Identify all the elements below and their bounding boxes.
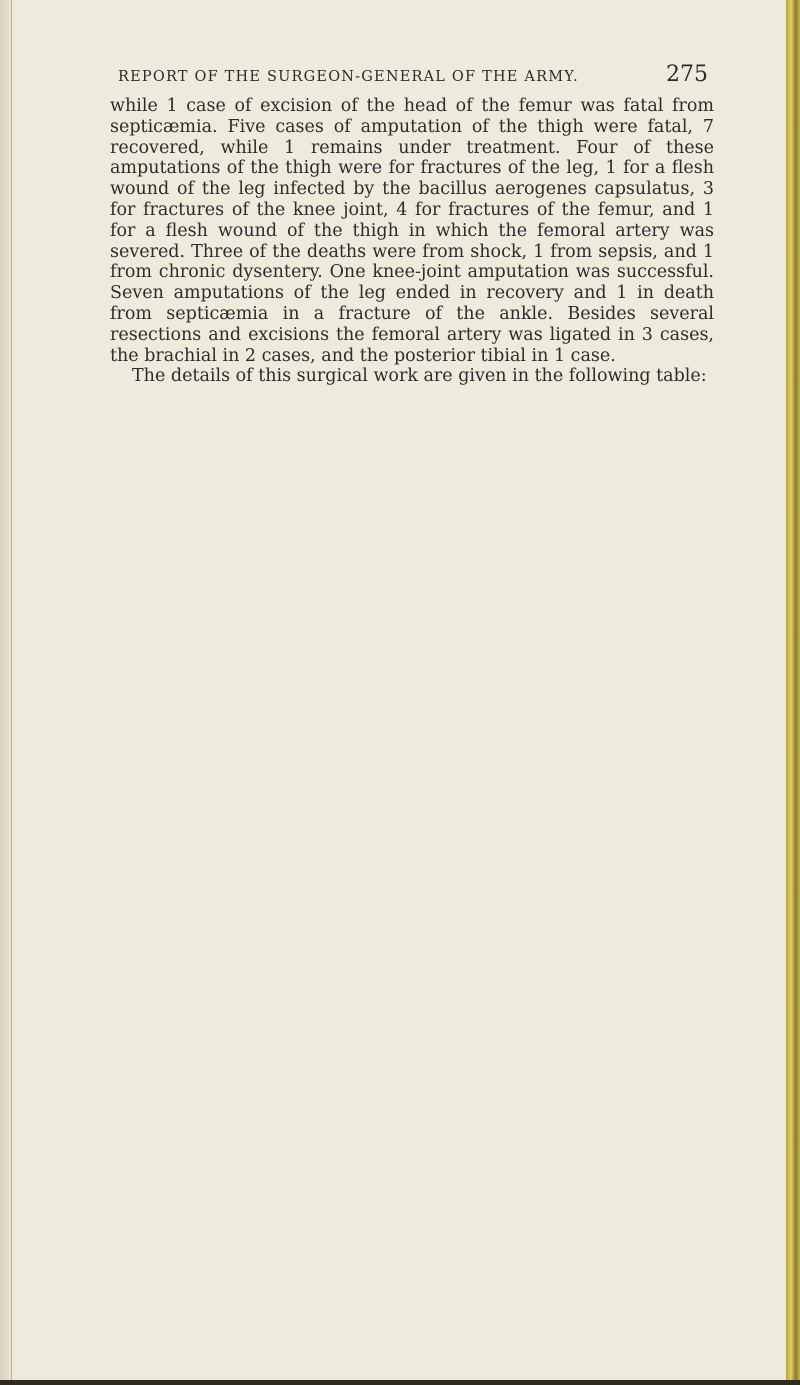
body-text	[110, 96, 714, 387]
paragraph: while 1 case of excision of the head of the femur was fatal from septicæmia. Five cases of amputation of the thigh were fatal, 7 recovered, while 1 remains under treatment. Four of these amputations of the thigh were for fractures of the leg, 1 for a flesh wound of the leg infected by the bacillus aerogenes capsulatus, 3 for fractures of the knee joint, 4 for fractures of the femur, and 1 for a flesh wound of the thigh in which the femoral artery was severed. Three of the deaths were from shock, 1 from sepsis, and 1 from chronic dysentery. One knee-joint amputation was successful. Seven amputations of the leg ended in recovery and 1 in death from septicæmia in a fracture of the ankle. Besides several resections and excisions the femoral artery was ligated in 3 cases, the brachial in 2 cases, and the posterior tibial in 1 case.	[110, 96, 714, 366]
book-spine	[786, 0, 800, 1385]
page-number: 275	[666, 62, 708, 87]
page-header	[118, 62, 708, 87]
page-gutter	[0, 0, 12, 1380]
running-head: REPORT OF THE SURGEON-GENERAL OF THE ARMY.	[118, 69, 579, 85]
paragraph: The details of this surgical work are given in the following table:	[132, 366, 707, 387]
page-bottom-edge	[0, 1380, 800, 1385]
